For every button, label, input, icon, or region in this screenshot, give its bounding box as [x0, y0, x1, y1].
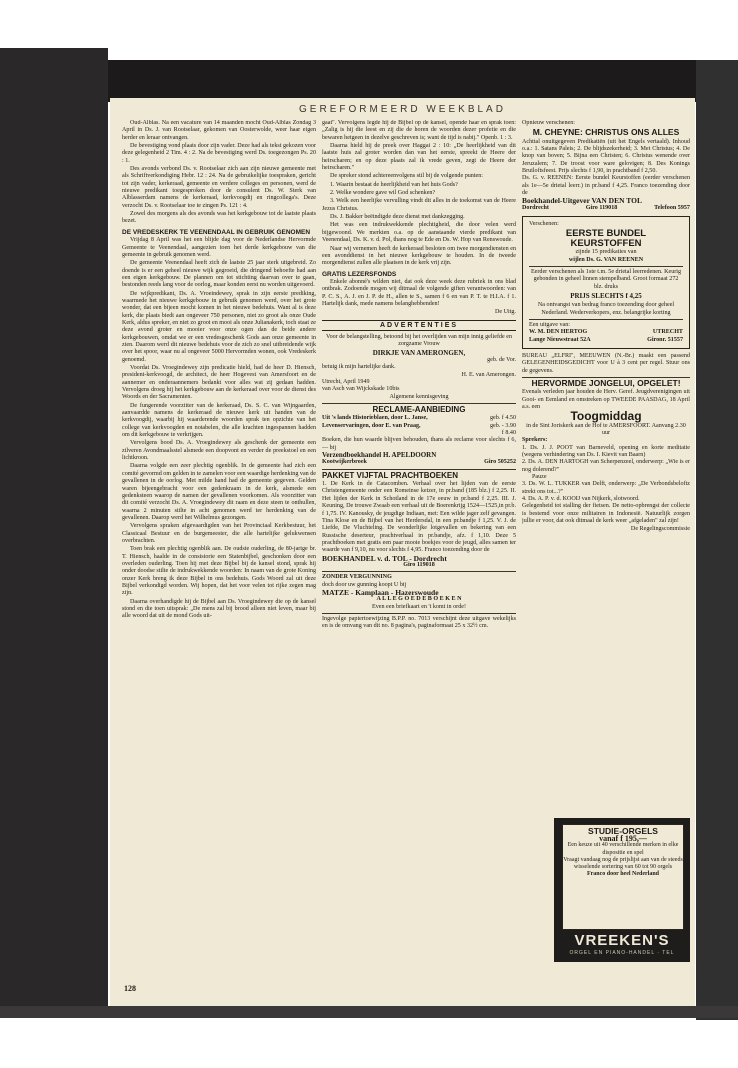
ad-reclame-item1: Uit 's lands Historieblaen, door L. Janse,: [322, 415, 428, 422]
col2_top-paragraph: gaat". Vervolgens legde hij de Bijbel op de kansel, opende haar en sprak toen: „Zalig is hij die leest en zij die de horen de woorden dezer profetie en die bewaren hetgeen in dezelve geschreven is; want de tijd is nabij." Openb. 1 : 3.: [322, 120, 516, 141]
ad-thanks: [322, 334, 516, 401]
box-pub-name: W. M. DEN HERTOG: [529, 329, 588, 336]
col1-paragraph: Toen brak een plechtig ogenblik aan. De oudste ouderling, de 80-jarige br. T. Hiensch, haalde in de consistorie een Statenbijbel, geschonken door een overleden ouderling. Toen hij met deze Bijbel bij de kansel stond, sprak hij onder doodse stilte de indrukwekkende woorden: In naam van de grote Koning onzer Kerk breng ik deze Bijbel in ons bedehuis. Gods Woord zal uit deze Bijbel verkondigd worden. Wij hopen, dat het voor velen tot rijke zegen mag zijn.: [122, 546, 316, 597]
col2_top-paragraph: Daarna hield hij de preek over Haggai 2 : 10: „De heerlijkheid van dit laatste huis zal groter worden dan van het eerste, spreekt de Heere der heirscharen; en op deze plaats zal ik vrede geven, zegt de Heere der heirscharen.": [322, 143, 516, 172]
box-text-2: Na ontvangst van bedrag franco toezending door geheel Nederland. Wederverkopers, enz. belangrijke korting: [537, 302, 675, 316]
col1-paragraph: Oud-Alblas. Na een vacature van 14 maanden mocht Oud-Alblas Zondag 3 April in Ds. J. van Rootselaar, gekomen van Oosterwolde, weer haar eigen herder en leraar ontvangen.: [122, 120, 316, 141]
box-intro: Verschenen:: [529, 221, 559, 228]
ad-matze-slogan: A L L E G O E D E B O E K E N: [376, 596, 462, 603]
box-sub-2: wijlen Ds. G. VAN REENEN: [568, 256, 644, 263]
publisher-city: Dordrecht: [522, 204, 549, 211]
box-pub-address: Lange Nieuwstraat 52A: [529, 336, 591, 343]
column-2: [322, 120, 516, 998]
col1-heading: DE VREDESKERK TE VEENENDAAL IN GEBRUIK GENOMEN: [122, 228, 311, 236]
col1-paragraph: Vervolgens bood Ds. A. Vroegindewey als geschenk der gemeente een zilveren Avondmaalsstel alsmede een doopvont en verder de preekstoel en een lichtkroon.: [122, 440, 316, 462]
col1-paragraph: Daarna overhandigde hij de Bijbel aan Ds. Vroegindewey die op de kansel stond en die toen uitsprak: „De mens zal bij brood alleen niet leven, maar bij alle woord dat uit de mond Gods uit-: [122, 598, 316, 620]
col2_top-heading: GRATIS LEZERSFONDS: [322, 270, 397, 278]
ad-thanks-name: DIRKJE VAN AMERONGEN,: [372, 348, 466, 357]
scan-border-top: [108, 60, 698, 102]
reenen-text: Ds. G. v. REENEN: Eerste bundel Keurstoffen (eerder verschenen als 1e—5e drietal leerr.) in pr.band f 4,25. Franco toezending door de: [522, 175, 690, 197]
ad-matze-line1: ZONDER VERGUNNING: [322, 574, 392, 581]
ad-reclame-item2-price: geb. - 3.90: [489, 422, 516, 429]
ad-thanks-text: betuig ik mijn hartelijke dank.: [322, 364, 396, 371]
col2_top-paragraph: 3. Welk een heerlijke vervulling vindt dit alles in de toekomst van de Heere Jezus Christus.: [322, 198, 516, 212]
ad-thanks-intro: Voor de belangstelling, betoond bij het overlijden van mijn innig geliefde en zorgzame Vrouw: [325, 333, 513, 348]
col1-paragraph: Vervolgens spraken afgevaardigden van het Provinciaal Kerkbestuur, het Classicaal Bestuur en de burgemeester, die alle hartelijke gelukwensen overbrachten.: [122, 523, 316, 544]
col1-paragraph: Zowel des morgens als des avonds was het kerkgebouw tot de laatste plaats bezet.: [122, 211, 316, 225]
scan-border-bottom: [0, 1006, 738, 1018]
organ-ad-text-2: Vraagt vandaag nog de prijslijst aan van de steeds wisselende sortering van 60 tot 90 orgels: [563, 856, 683, 871]
jongelui-title: HERVORMDE JONGELUI, OPGELET!: [531, 377, 681, 388]
elfri-ad: BUREAU „ELFRI", MEEUWEN (N.-Br.) maakt een passend GELEGENHEIDSGEDICHT voor U à 3 cent per regel. Stuur ons de gegevens.: [522, 352, 690, 374]
col1-paragraph: Des avonds verbond Ds. v. Rootselaar zich aan zijn nieuwe gemeente met als Schriftverkondiging Hebr. 12 : 24. Na de gebruikelijke toespraken, gericht tot zijn vader, kerkeraad, gemeente en verdere colleges en personen, werd de nieuwe predikant toegesproken door de consulent Ds. W. Sterk van Alblasserdam namens de kerkeraad, kerkvoogdij en ringcollega's. Deze verzocht Ds. v. Rootselaar toe te zingen Ps. 121 : 4.: [122, 166, 316, 209]
box-price: PRIJS SLECHTS f 4,25: [570, 291, 642, 300]
ad-matze: [322, 574, 516, 611]
page-header: GEREFORMEERD WEEKBLAD: [299, 104, 506, 115]
scan-border-left: [0, 48, 108, 1017]
col2_top-paragraph: Enkele abonné's wilden niet, dat ook deze week deze rubriek in ons blad ontbrak. Zodoende mogen wij ditmaal de volgende giften verantwoorden: van P. C. S., A. J. en J. P. de H., allen te S., samen f 6 en van P. T. te H.I.A. f 1. Hartelijk dank, mede namens belanghebbenden!: [322, 278, 516, 307]
cheyne-intro: Opnieuw verschenen:: [522, 120, 575, 126]
ad-thanks-place: Utrecht, April 1949: [322, 379, 370, 385]
ad-thanks-address: van Asch van Wijckskade 10bis: [322, 386, 400, 393]
ad-thanks-signer: H. E. van Amerongen.: [461, 371, 516, 378]
col1-paragraph: De wijkpredikant, Ds. A. Vroeindewey, sprak in zijn eerste prediking, waarmede het nieuwe kerkgebouw in gebruik genomen werd, over het grote wonder, dat een bijeen mocht komen in het nieuwe bedehuis. Want al is deze kerk, die plaats biedt aan ongeveer 750 personen, niet zo groot als onze Oude Kerk, aldus spreker, en niet zo groot en mooi als onze Julianakerk, toch staat ze deze avond groter en mooier voor onze ogen dan de beide andere kerkgebouwen, omdat we er een vredesgeschenk Gods aan onze gemeente in zien. Daarom werd dit nieuwe bedehuis voor de zich zo snel uitbreidende wijk over het spoor, waar nu al ongeveer 5000 Hervormden wonen, ook Vredeskerk genoemd.: [122, 290, 316, 363]
ad-matze-shop: MATZE - Kamplaan - Hazerswoude: [322, 587, 439, 597]
ad-pakket-shop: BOEKHANDEL v. d. TOL - Dordrecht: [322, 553, 447, 563]
box-pub-city: UTRECHT: [652, 329, 683, 336]
box-pub-giro: Gironr. 51557: [647, 336, 683, 343]
column-1: [122, 120, 316, 980]
col1-paragraph: De fungerende voorzitter van de kerkeraad, Ds. S. C. van Wijngaarden, aanvaardde namens de kerkeraad de nieuwe kerk uit handen van de kerkvoogdij, waarbij hij waarderende woorden sprak ten opzichte van het college van kerkvoogden en notabelen, die alle krachten ingespannen hadden om dit kerkgebouw te verkrijgen.: [122, 402, 316, 439]
divider: [322, 469, 516, 470]
page-number: 128: [124, 984, 136, 993]
ad-reclame-text: Boeken, die hun waarde blijven behouden, thans als reclame voor slechts f 6,— bij: [322, 437, 516, 451]
closing-signature: De Regelingscommissie: [630, 525, 690, 532]
ad-thanks-nee: geb. de Vor.: [487, 356, 516, 363]
col1-paragraph: Vrijdag 8 April was het een blijde dag voor de Nederlandse Hervormde Gemeente te Veenendaal, aangezien toen het derde kerkgebouw van die gemeente in gebruik genomen werd.: [122, 237, 316, 258]
ad-reclame-item2: Levenservaringen, door E. van Praag,: [322, 422, 421, 429]
divider: [529, 266, 683, 267]
closing-text: Gelegenheid tot stalling der fietsen. De netto-opbrengst der collecte is bestemd voor onze militairen in Indonesië. Natuurlijk zorgen jullie er voor, dat ook ditmaal de kerk weer „afgeladen" zal zijn!: [522, 503, 690, 525]
box-title-1: EERSTE BUNDEL: [565, 228, 647, 240]
box-pub-intro: Een uitgave van:: [529, 321, 570, 328]
ad-pakket-title: PAKKET VIJFTAL PRACHTBOEKEN: [322, 470, 459, 480]
col2_top-paragraph: Het was een indrukwekkende plechtigheid, die door velen werd bijgewoond. We merkten o.a. op de aanstaande vierde predikant van Veenendaal, Ds. K. v. d. Pol, thans nog te Ede en Ds. W. Hop van Renswoude.: [322, 222, 516, 244]
col2_top-paragraph: Ds. J. Bakker beëindigde deze dienst met dankzegging.: [330, 214, 465, 221]
col1-paragraph: De gemeente Veenendaal heeft zich de laatste 25 jaar sterk uitgebreid. Zo doende is er een geheel nieuwe wijk gegroeid, die dringend behoefte had aan een eigen kerkgebouw. De plannen om tot stichting daarvan over te gaan, bestonden reeds lang voor de oorlog, maar konden eerst nu worden uitgevoerd.: [122, 260, 316, 289]
speaker-item: Pauze: [532, 474, 547, 481]
speaker-item: 1. Ds. J. J. POOT van Barneveld, opening en korte meditatie (wegens verhindering van Ds. I. Kievit van Baarn): [522, 444, 690, 459]
col2_top-paragraph: De Uitg.: [495, 309, 516, 316]
toogmiddag-title: Toogmiddag: [570, 409, 642, 424]
column-2-articles: [322, 120, 516, 317]
publisher-phone: Telefoon 5957: [654, 204, 690, 211]
ad-pakket-giro: Giro 119018: [403, 561, 435, 568]
divider: [322, 403, 516, 404]
organ-ad-text-3: Franco door heel Nederland: [586, 871, 660, 878]
ad-reclame-shop: Verzendboekhandel H. APELDOORN: [322, 451, 437, 460]
scan-border-right: [696, 60, 738, 1020]
ad-reclame-title: RECLAME-AANBIEDING: [372, 405, 466, 415]
ad-thanks-notice: Algemene kennisgeving: [389, 393, 449, 400]
toogmiddag-place: in de Sint Joriskerk aan de Hof te AMERSFOORT. Aanvang 2.30 uur: [526, 422, 686, 437]
organ-ad-subline: ORGEL EN PIANO-HANDEL · TEL: [569, 950, 675, 956]
col1-paragraph: Voordat Ds. Vroegindewey zijn predicatie hield, had de heer D. Hiensch, president-kerkvoogd, de architect, de heer Hogevest van Amersfoort en de aannemer en onderaannemers bedankt voor alles wat zij gedaan hadden. Vervolgens droeg hij het kerkgebouw aan de kerkeraad over voor de dienst des Woords en der Sacramenten.: [122, 365, 316, 401]
ad-reclame-shop-place: Kootwijkerbroek: [322, 459, 367, 466]
ad-reclame-item1-price: geb. f 4.50: [489, 415, 516, 422]
ad-reclame-shop-giro: Giro 505252: [484, 459, 516, 466]
publisher-giro: Giro 119018: [585, 204, 618, 211]
ad-matze-slogan2: Even een briefkaart en 't komt in orde!: [372, 603, 466, 610]
divider: [322, 613, 516, 614]
col1-paragraph: Daarna volgde een zeer plechtig ogenblik. In de gemeente had zich een comité gevormd om gelden in te zamelen voor een waardige herdenking van de gevallenen in de oorlog. Met milde hand had de gemeente gegeven. Gelden waren bijeengebracht voor een gedenkraam in de kerk, alsmede een gedenksteen waarop de namen der gevallenen voorkomen. Als voorzitter van dit comité verzocht Ds. A. Vroegindewey dit raam en deze steen te onthullen, waarna 2 minuten stilte in acht genomen werd ter herdenking van de gevallenen. Daarop werd het Wilhelmus gezongen.: [122, 463, 316, 521]
ad-pakket-text: 1. De Kerk in de Catacomben. Verhaal over het lijden van de eerste Christengemeente onder een Romeinse keizer, in pr.band (185 blz.) f 2,25. II. Het lijden der Kerk in Schotland in de 17e eeuw in pr.band f 2,25. III. J. Keuning, De trouwe Zwaab een verhaal uit de Boerenkrijg 1524—1525,in pr.b. f 1,75. IV. Kanousky, de jeugdige Indiaan, met: Een wilde jager zelf gevangen. Tina Klose en de Bijbel van het Herdersdal, in een pr.bandje f 1,25. V. J. de Liefde, De Vluchteling. De wonderlijke lotgevallen en bekering van een Russische deserteur, prachtverhaal in pr.bandje, afz. f 1,10. Deze 5 prachtboeken met gratis een paar mooie boekjes voor de jeugd, alles samen ter waarde van f 9,10, nu voor slechts f 4,95. Franco toezending door de: [322, 481, 516, 554]
organ-ad-price: vanaf f 195,—: [599, 834, 647, 844]
speaker-item: 3. Ds. W. L. TUKKER van Delft, onderwerp: „De Verbondsbeloftz strekt ons tot...?": [522, 481, 690, 495]
speaker-item: 2. Ds. A. DEN HARTOGH van Scherpenzeel, onderwerp: „Wie is er nog dolerend?": [522, 459, 690, 473]
col2_top-paragraph: 2. Welke wondere gave wil God schenken?: [330, 190, 436, 197]
col2_top-paragraph: Naar wij vernemen heeft de kerkeraad besloten om twee morgendiensten en een avonddienst in het nieuwe kerkgebouw te houden. In de tweede morgendienst zullen alle plaatsen in de kerk vrij zijn.: [322, 245, 516, 267]
jongelui-text: Evenals verleden jaar houden de Herv. Geref. Jeugdverenigingen uit Gooi- en Eemland en omstreken op TWEEDE PAASDAG, 18 April a.s. een: [522, 389, 690, 410]
ad-matze-line2: doch door uw gunning koopt U bij: [322, 581, 407, 588]
keurstoffen-ad-box: [522, 216, 690, 349]
ad-reclame-total: f 8.40: [501, 430, 516, 437]
ad-pakket: [322, 472, 516, 569]
organ-ad: [554, 818, 690, 962]
organ-ad-panel: [562, 824, 684, 930]
ads-header: ADVERTENTIES: [322, 320, 516, 331]
divider: [529, 319, 683, 320]
box-sub-1: zijnde 15 predikaties van: [575, 249, 637, 256]
col1-paragraph: De bevestiging vond plaats door zijn vader. Deze had als tekst gekozen voor deze gelegenheid 2 Tim. 4 : 2. Na de bevestiging werd Ds. toegezongen Ps. 20 : 1.: [122, 143, 316, 164]
box-text-1: Eerder verschenen als 1ste t.m. 5e drietal leerredenen. Keurig gebonden in geheel linnen stempelband. Groot formaat 272 blz. druks: [530, 268, 682, 290]
organ-ad-title: STUDIE-ORGELS: [588, 826, 658, 836]
cheyne-text: Achttal onuitgegeven Predikatiën (uit het Engels vertaald). Inhoud o.a.: 1. Satans Paleis; 2. De blijdszekerheid; 3. Met Christus; 4. De knop van boven; 5. Bijna een Christen; 6. Christus wenende over Jeruzalem; 7. De troost voor ware gelovigen; 8. Des Konings Bruiloftsfeest. Prijs slechts f 1,90, in prachtband f 2,50.: [522, 138, 690, 175]
organ-ad-text-1: Een keuze uit 40 verschillende merken in elke dispositie en spel: [567, 842, 679, 856]
ad-reclame: [322, 406, 516, 467]
publisher-name: Boekhandel-Uitgever VAN DEN TOL: [522, 196, 642, 206]
speakers-list: [522, 445, 690, 504]
col2_top-paragraph: 1. Waarin bestaat de heerlijkheid van het huis Gods?: [330, 181, 458, 188]
box-title-2: KEURSTOFFEN: [570, 237, 642, 249]
speakers-label: Sprekers:: [522, 437, 548, 444]
cheyne-title: M. CHEYNE: CHRISTUS ONS ALLES: [532, 127, 680, 138]
ad-papier-notice: Ingevolge papiertoewijzing B.P.P. no. 7013 verschijnt deze uitgave wekelijks en is de omvang van dit no. 8 pagina's, paginaformaat 25 x 32½ cm.: [322, 615, 516, 630]
organ-ad-logo: VREEKEN'S: [574, 932, 670, 949]
divider: [322, 571, 516, 572]
col2_top-paragraph: De spreker stond achtereenvolgens stil bij de volgende punten:: [330, 173, 483, 180]
speaker-item: 4. Ds. A. P. v. d. KOOIJ van Nijkerk, slotwoord.: [522, 496, 640, 503]
